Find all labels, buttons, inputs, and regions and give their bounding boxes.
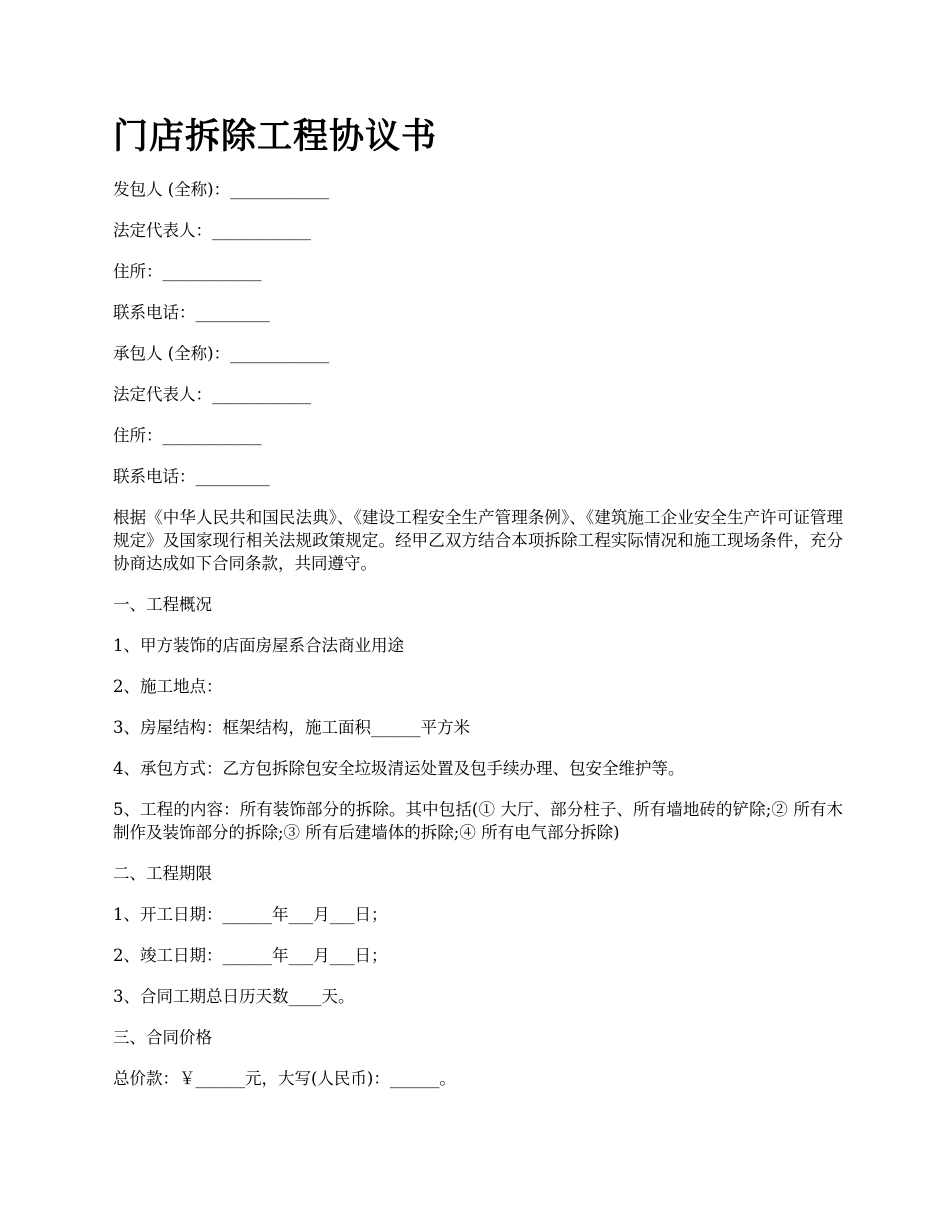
section-heading: 三、合同价格 — [113, 1028, 212, 1047]
section-item: 3、合同工期总日历天数____天。 — [113, 987, 355, 1006]
document-title: 门店拆除工程协议书 — [113, 117, 438, 157]
section-item: 4、承包方式：乙方包拆除包安全垃圾清运处置及包手续办理、包安全维护等。 — [113, 759, 685, 778]
party-b-phone-line: 联系电话：_________ — [113, 467, 270, 486]
party-a-name-line: 发包人 (全称)：____________ — [113, 180, 330, 199]
section-item: 3、房屋结构：框架结构，施工面积______平方米 — [113, 718, 470, 737]
party-a-representative-line: 法定代表人：____________ — [113, 221, 311, 240]
party-a-phone-line: 联系电话：_________ — [113, 303, 270, 322]
party-b-representative-line: 法定代表人：____________ — [113, 385, 311, 404]
section-item: 2、施工地点： — [113, 677, 223, 696]
party-b-name-line: 承包人 (全称)：____________ — [113, 344, 330, 363]
section-item: 1、开工日期：______年___月___日； — [113, 905, 388, 924]
section-item: 2、竣工日期：______年___月___日； — [113, 946, 388, 965]
section-item: 总价款：￥______元，大写(人民币)：______。 — [113, 1069, 456, 1088]
section-item: 5、工程的内容：所有装饰部分的拆除。其中包括(① 大厅、部分柱子、所有墙地砖的铲除;② 所有木制作及装饰部分的拆除;③ 所有后建墙体的拆除;④ 所有电气部分拆除) — [113, 800, 843, 842]
section-heading: 二、工程期限 — [113, 864, 212, 883]
document-page — [113, 114, 843, 1108]
party-b-address-line: 住所：____________ — [113, 426, 262, 445]
section-item: 1、甲方装饰的店面房屋系合法商业用途 — [113, 636, 404, 655]
section-heading: 一、工程概况 — [113, 595, 212, 614]
preamble-paragraph: 根据《中华人民共和国民法典》、《建设工程安全生产管理条例》、《建筑施工企业安全生产许可证管理规定》及国家现行相关法规政策规定。经甲乙双方结合本项拆除工程实际情况和施工现场条件，充分协商达成如下合同条款，共同遵守。 — [113, 508, 843, 573]
party-a-address-line: 住所：____________ — [113, 262, 262, 281]
